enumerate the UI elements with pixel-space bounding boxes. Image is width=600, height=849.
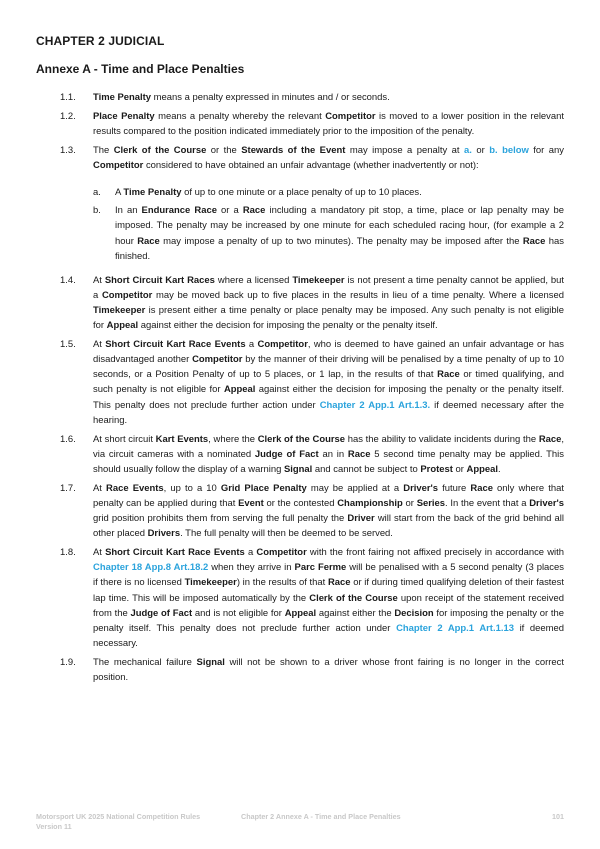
paragraph-1-6 xyxy=(36,432,564,478)
paragraph-1-2 xyxy=(36,109,564,139)
cross-reference-link-a[interactable]: a. xyxy=(464,144,472,156)
paragraph-number: 1.9. xyxy=(60,656,76,668)
paragraph-1-4 xyxy=(36,273,564,334)
paragraph-number: 1.4. xyxy=(60,274,76,286)
paragraph-number: 1.3. xyxy=(60,144,76,156)
subparagraph-text: A Time Penalty of up to one minute or a place penalty of up to 10 places. xyxy=(115,186,422,198)
footer-document-info xyxy=(36,812,200,832)
footer-section-title: Chapter 2 Annexe A - Time and Place Penalties xyxy=(241,812,401,821)
paragraph-number: 1.6. xyxy=(60,433,76,445)
subparagraph-letter: a. xyxy=(93,186,101,198)
subparagraph-letter: b. xyxy=(93,205,101,217)
paragraph-1-8 xyxy=(36,545,564,651)
paragraph-number: 1.1. xyxy=(60,92,76,103)
paragraph-number: 1.7. xyxy=(60,482,76,494)
cross-reference-link-ch2-app1-art1-13[interactable]: Chapter 2 App.1 Art.1.13 xyxy=(396,623,514,634)
cross-reference-link-ch2-app1-art1-3[interactable]: Chapter 2 App.1 Art.1.3. xyxy=(319,399,431,411)
paragraph-1-5 xyxy=(36,337,564,428)
paragraph-text: At Short Circuit Kart Race Events a Competitor with the front fairing not affixed precisely in accordance with Chapter 18 App.8 Art.18.2 when they arrive in Parc Ferme will be penalised with a 5 second penalty (3 places if there is no licensed Timekeeper) in the results of that Race or if during timed qualifying deletion of their fastest lap time. This will be imposed automatically by the Clerk of the Course upon receipt of the statement received from the Judge of Fact and is not eligible for Appeal against either the Decision for imposing the penalty or the penalty itself. This penalty does not preclude further action under Chapter 2 App.1 Art.1.13 if deemed necessary. xyxy=(93,546,565,650)
footer-page-number: 101 xyxy=(552,812,564,821)
paragraph-1-9 xyxy=(36,655,564,685)
paragraph-text: At Short Circuit Kart Race Events a Competitor, who is deemed to have gained an unfair advantage or has disadvantaged another Competitor by the manner of their driving will be penalised by a time penalty of up to 10 seconds, or a Position Penalty of up to 5 places, or 1 lap, in the results of that Race or timed qualifying, and such penalty is not eligible for Appeal against either the decision for imposing the penalty or the penalty itself. This penalty does not preclude further action under Chapter 2 App.1 Art.1.3. if deemed necessary after the hearing. xyxy=(93,338,565,426)
annex-title: Annexe A - Time and Place Penalties xyxy=(36,62,245,76)
footer-document-title: Motorsport UK 2025 National Competition Rules xyxy=(36,812,201,821)
footer-version: Version 11 xyxy=(36,822,72,831)
paragraph-number: 1.2. xyxy=(60,110,76,122)
paragraph-text: At Short Circuit Kart Races where a licensed Timekeeper is not present a time penalty cannot be applied, but a Competitor may be moved back up to five places in the results in lieu of a time penalty. Where a licensed Timekeeper is present either a time penalty or place penalty may be imposed. Any such penalty is not eligible for Appeal against either the decision for imposing the penalty or the penalty itself. xyxy=(93,274,565,332)
term-time-penalty: Time Penalty xyxy=(93,92,152,103)
paragraph-text: The mechanical failure Signal will not be shown to a driver whose front fairing is no longer in the correct position. xyxy=(93,656,564,684)
paragraph-1-3 xyxy=(36,143,564,173)
subparagraph-1-3-b xyxy=(36,203,564,264)
paragraph-number: 1.8. xyxy=(60,546,76,558)
paragraph-text: At short circuit Kart Events, where the Clerk of the Course has the ability to validate incidents during the Race, via circuit cameras with a nominated Judge of Fact an in Race 5 second time penalty may be applied. This should usually follow the display of a warning Signal and cannot be subject to Protest or Appeal. xyxy=(93,433,564,475)
paragraph-text: At Race Events, up to a 10 Grid Place Penalty may be applied at a Driver's future Race only where that penalty can be applied during that Event or the contested Championship or Series. In the event that a Driver's grid position prohibits them from serving the full penalty the Driver will start from the back of the grid behind all other placed Drivers. The full penalty will then be deemed to be served. xyxy=(93,482,565,540)
cross-reference-link-ch18-app8-art18-2[interactable]: Chapter 18 App.8 Art.18.2 xyxy=(93,562,209,574)
cross-reference-link-b[interactable]: b. below xyxy=(489,144,529,156)
paragraph-text: Place Penalty means a penalty whereby the relevant Competitor is moved to a lower position in the relevant results compared to the position indicated immediately prior to the imposition of the penalty. xyxy=(93,110,564,137)
paragraph-number: 1.5. xyxy=(60,338,76,350)
subparagraph-1-3-a xyxy=(36,185,564,200)
rules-body xyxy=(36,90,564,689)
chapter-title: CHAPTER 2 JUDICIAL xyxy=(36,34,165,48)
subparagraph-text: In an Endurance Race or a Race including a mandatory pit stop, a time, place or lap penalty may be imposed. The penalty may be increased by one minute for each scheduled racing hour, (for example a 2 hour Race may impose a penalty of up to two minutes). The penalty may be imposed after the Race has finished. xyxy=(115,205,564,262)
paragraph-1-7 xyxy=(36,481,564,542)
paragraph-text: The Clerk of the Course or the Stewards of the Event may impose a penalty at a. or b. below for any Competitor considered to have obtained an unfair advantage (whether inadvertently or not): xyxy=(93,144,564,171)
paragraph-text: Time Penalty means a penalty expressed in minutes and / or seconds. xyxy=(93,92,390,103)
paragraph-1-1 xyxy=(36,90,564,105)
